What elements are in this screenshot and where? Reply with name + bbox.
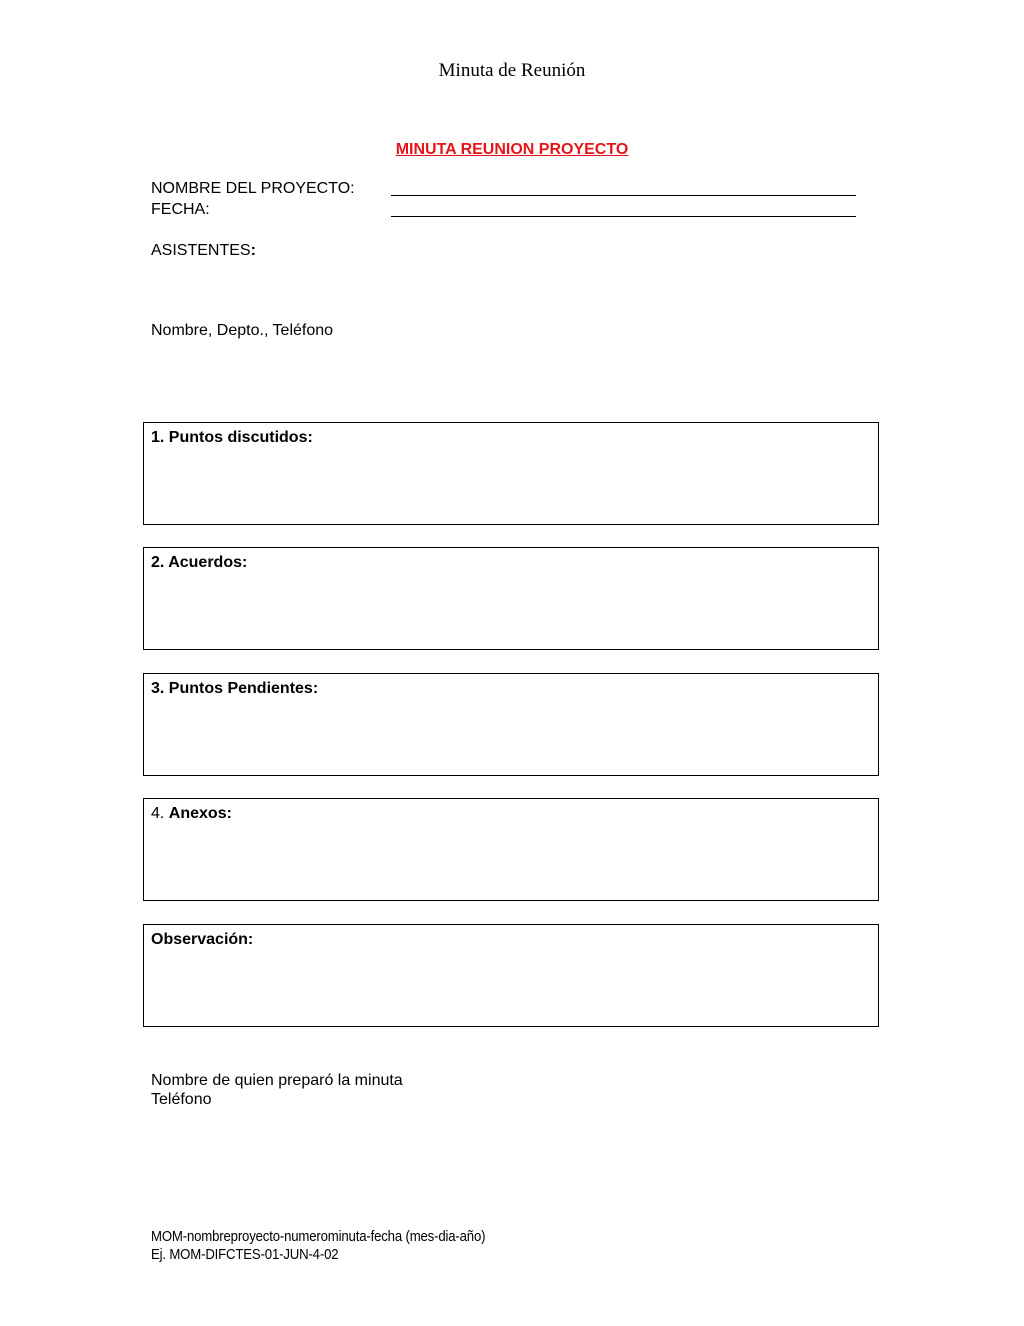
section-label (151, 680, 318, 698)
preparer-phone-line: Teléfono (151, 1091, 212, 1108)
date-label: FECHA: (151, 201, 210, 218)
project-name-row (151, 180, 856, 198)
attendees-heading (151, 242, 256, 260)
section-title: Anexos: (168, 805, 232, 822)
attendees-colon: : (250, 242, 256, 259)
page-header: Minuta de Reunión (438, 60, 586, 81)
section-title: Observación: (151, 931, 254, 948)
filename-pattern: MOM-nombreproyecto-numerominuta-fecha (mes-dia-año) (151, 1228, 486, 1245)
preparer-info (151, 1071, 403, 1109)
section-acuerdos (143, 547, 879, 650)
section-observacion (143, 924, 879, 1027)
date-blank-line (391, 201, 856, 217)
section-title: 1. Puntos discutidos: (151, 429, 313, 446)
section-number: 4. (151, 805, 169, 822)
date-row (151, 201, 856, 219)
attendee-format-text: Nombre, Depto., Teléfono (151, 322, 334, 339)
attendees-label: ASISTENTES (151, 242, 251, 259)
project-name-label: NOMBRE DEL PROYECTO: (151, 180, 355, 197)
section-label (151, 805, 232, 823)
filename-convention-note (151, 1228, 485, 1264)
preparer-name-line: Nombre de quien preparó la minuta (151, 1072, 403, 1089)
project-name-blank-line (391, 180, 856, 196)
section-label (151, 429, 313, 447)
section-anexos (143, 798, 879, 901)
section-label (151, 554, 247, 572)
section-title: 3. Puntos Pendientes: (151, 680, 319, 697)
section-label (151, 931, 253, 949)
filename-example: Ej. MOM-DIFCTES-01-JUN-4-02 (151, 1246, 339, 1263)
section-title: 2. Acuerdos: (151, 554, 248, 571)
section-puntos-pendientes (143, 673, 879, 776)
section-puntos-discutidos (143, 422, 879, 525)
document-title: MINUTA REUNION PROYECTO (395, 141, 629, 158)
